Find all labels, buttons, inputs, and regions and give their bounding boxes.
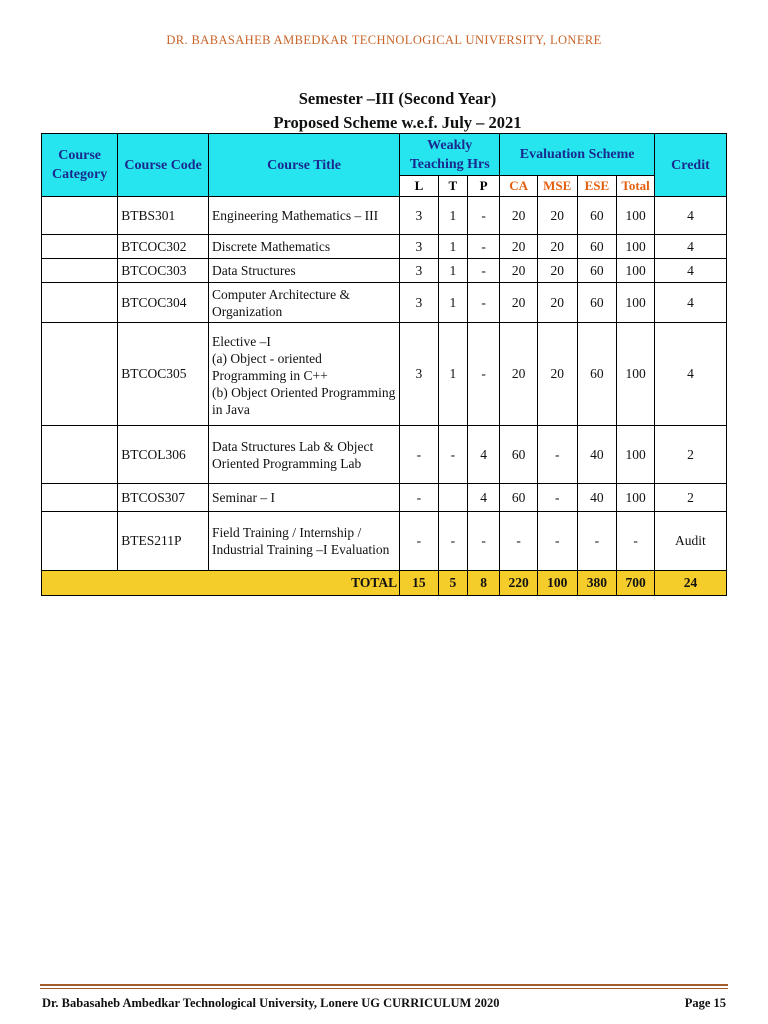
cell-T: - xyxy=(438,426,467,484)
cell-MSE: 20 xyxy=(537,259,577,283)
cell-credit: 2 xyxy=(654,484,726,512)
course-title: Data Structures Lab & Object Oriented Programming Lab xyxy=(209,426,400,484)
cell-L: 3 xyxy=(400,197,439,235)
table-row xyxy=(42,512,727,571)
cell-credit: 4 xyxy=(654,283,726,323)
header-evaluation-scheme: Evaluation Scheme xyxy=(500,134,655,176)
table-row xyxy=(42,197,727,235)
cell-T: 1 xyxy=(438,259,467,283)
cell-CA: 20 xyxy=(500,197,538,235)
cell-L: 3 xyxy=(400,323,439,426)
header-Total: Total xyxy=(617,176,655,197)
cell-credit: 4 xyxy=(654,235,726,259)
cell-CA: 60 xyxy=(500,484,538,512)
category-cell xyxy=(42,512,118,571)
cell-ESE: 60 xyxy=(577,259,617,283)
cell-L: 3 xyxy=(400,259,439,283)
course-code: BTCOC302 xyxy=(118,235,209,259)
cell-ESE: - xyxy=(577,512,617,571)
total-CA: 220 xyxy=(500,571,538,596)
cell-L: - xyxy=(400,512,439,571)
cell-credit: 4 xyxy=(654,323,726,426)
cell-MSE: - xyxy=(537,484,577,512)
table-row xyxy=(42,426,727,484)
footer-rule-thin xyxy=(40,988,728,989)
header-T: T xyxy=(438,176,467,197)
cell-CA: - xyxy=(500,512,538,571)
cell-Total: 100 xyxy=(617,426,655,484)
cell-Total: 100 xyxy=(617,283,655,323)
cell-Total: 100 xyxy=(617,197,655,235)
cell-T: 1 xyxy=(438,197,467,235)
cell-Total: 100 xyxy=(617,484,655,512)
cell-T xyxy=(438,484,467,512)
table-row xyxy=(42,484,727,512)
elective-heading: Elective –I xyxy=(212,333,271,349)
course-title: Discrete Mathematics xyxy=(209,235,400,259)
course-code: BTCOC305 xyxy=(118,323,209,426)
footer-rule xyxy=(40,984,728,986)
cell-Total: 100 xyxy=(617,323,655,426)
cell-MSE: 20 xyxy=(537,197,577,235)
table-row xyxy=(42,259,727,283)
cell-P: - xyxy=(467,259,499,283)
elective-option-a: (a) Object - oriented Programming in C++ xyxy=(212,350,328,383)
cell-T: 1 xyxy=(438,235,467,259)
header-course-title: Course Title xyxy=(209,134,400,197)
cell-Total: - xyxy=(617,512,655,571)
header-weekly-hours: Weakly Teaching Hrs xyxy=(400,134,500,176)
table-row xyxy=(42,323,727,426)
header-CA: CA xyxy=(500,176,538,197)
cell-credit: 4 xyxy=(654,197,726,235)
cell-credit: 4 xyxy=(654,259,726,283)
cell-CA: 20 xyxy=(500,235,538,259)
cell-ESE: 60 xyxy=(577,283,617,323)
cell-P: - xyxy=(467,323,499,426)
cell-CA: 20 xyxy=(500,259,538,283)
total-row xyxy=(42,571,727,596)
cell-credit: 2 xyxy=(654,426,726,484)
header-ESE: ESE xyxy=(577,176,617,197)
cell-CA: 20 xyxy=(500,323,538,426)
semester-title: Semester –III (Second Year) xyxy=(298,89,497,108)
cell-ESE: 40 xyxy=(577,484,617,512)
cell-L: - xyxy=(400,426,439,484)
total-credit: 24 xyxy=(654,571,726,596)
total-T: 5 xyxy=(438,571,467,596)
cell-P: - xyxy=(467,512,499,571)
total-MSE: 100 xyxy=(537,571,577,596)
total-P: 8 xyxy=(467,571,499,596)
header-course-category: Course Category xyxy=(42,134,118,197)
cell-P: 4 xyxy=(467,426,499,484)
course-code: BTBS301 xyxy=(118,197,209,235)
cell-T: - xyxy=(438,512,467,571)
header-L: L xyxy=(400,176,439,197)
cell-Total: 100 xyxy=(617,259,655,283)
table-row xyxy=(42,235,727,259)
category-cell xyxy=(42,259,118,283)
header-MSE: MSE xyxy=(537,176,577,197)
course-code: BTCOC303 xyxy=(118,259,209,283)
cell-MSE: 20 xyxy=(537,323,577,426)
cell-MSE: - xyxy=(537,512,577,571)
title-block xyxy=(0,87,768,135)
cell-P: - xyxy=(467,283,499,323)
total-label: TOTAL xyxy=(42,571,400,596)
scheme-title: Proposed Scheme w.e.f. July – 2021 xyxy=(273,113,522,132)
cell-Total: 100 xyxy=(617,235,655,259)
course-title: Field Training / Internship / Industrial Training –I Evaluation xyxy=(209,512,400,571)
header-credit: Credit xyxy=(654,134,726,197)
cell-T: 1 xyxy=(438,323,467,426)
course-code: BTCOL306 xyxy=(118,426,209,484)
scheme-table xyxy=(41,133,727,596)
header-P: P xyxy=(467,176,499,197)
course-code: BTES211P xyxy=(118,512,209,571)
cell-MSE: - xyxy=(537,426,577,484)
cell-L: - xyxy=(400,484,439,512)
footer-text: Dr. Babasaheb Ambedkar Technological University, Lonere UG CURRICULUM 2020 xyxy=(42,996,500,1010)
course-code: BTCOS307 xyxy=(118,484,209,512)
page-number: Page 15 xyxy=(684,996,726,1010)
category-cell xyxy=(42,426,118,484)
course-title: Data Structures xyxy=(209,259,400,283)
total-Total: 700 xyxy=(617,571,655,596)
cell-P: 4 xyxy=(467,484,499,512)
cell-T: 1 xyxy=(438,283,467,323)
cell-P: - xyxy=(467,235,499,259)
cell-L: 3 xyxy=(400,235,439,259)
header-course-code: Course Code xyxy=(118,134,209,197)
cell-ESE: 60 xyxy=(577,235,617,259)
cell-ESE: 40 xyxy=(577,426,617,484)
cell-credit: Audit xyxy=(654,512,726,571)
course-title: Engineering Mathematics – III xyxy=(209,197,400,235)
cell-CA: 20 xyxy=(500,283,538,323)
cell-L: 3 xyxy=(400,283,439,323)
category-cell xyxy=(42,323,118,426)
cell-ESE: 60 xyxy=(577,323,617,426)
total-ESE: 380 xyxy=(577,571,617,596)
course-code: BTCOC304 xyxy=(118,283,209,323)
cell-P: - xyxy=(467,197,499,235)
cell-ESE: 60 xyxy=(577,197,617,235)
category-cell xyxy=(42,235,118,259)
category-cell xyxy=(42,484,118,512)
course-title: Computer Architecture & Organization xyxy=(209,283,400,323)
course-title xyxy=(209,323,400,426)
table-row xyxy=(42,283,727,323)
category-cell xyxy=(42,283,118,323)
cell-CA: 60 xyxy=(500,426,538,484)
total-L: 15 xyxy=(400,571,439,596)
page-header: DR. BABASAHEB AMBEDKAR TECHNOLOGICAL UNIVERSITY, LONERE xyxy=(166,33,602,47)
cell-MSE: 20 xyxy=(537,283,577,323)
category-cell xyxy=(42,197,118,235)
course-title: Seminar – I xyxy=(209,484,400,512)
cell-MSE: 20 xyxy=(537,235,577,259)
elective-option-b: (b) Object Oriented Programming in Java xyxy=(212,384,396,417)
